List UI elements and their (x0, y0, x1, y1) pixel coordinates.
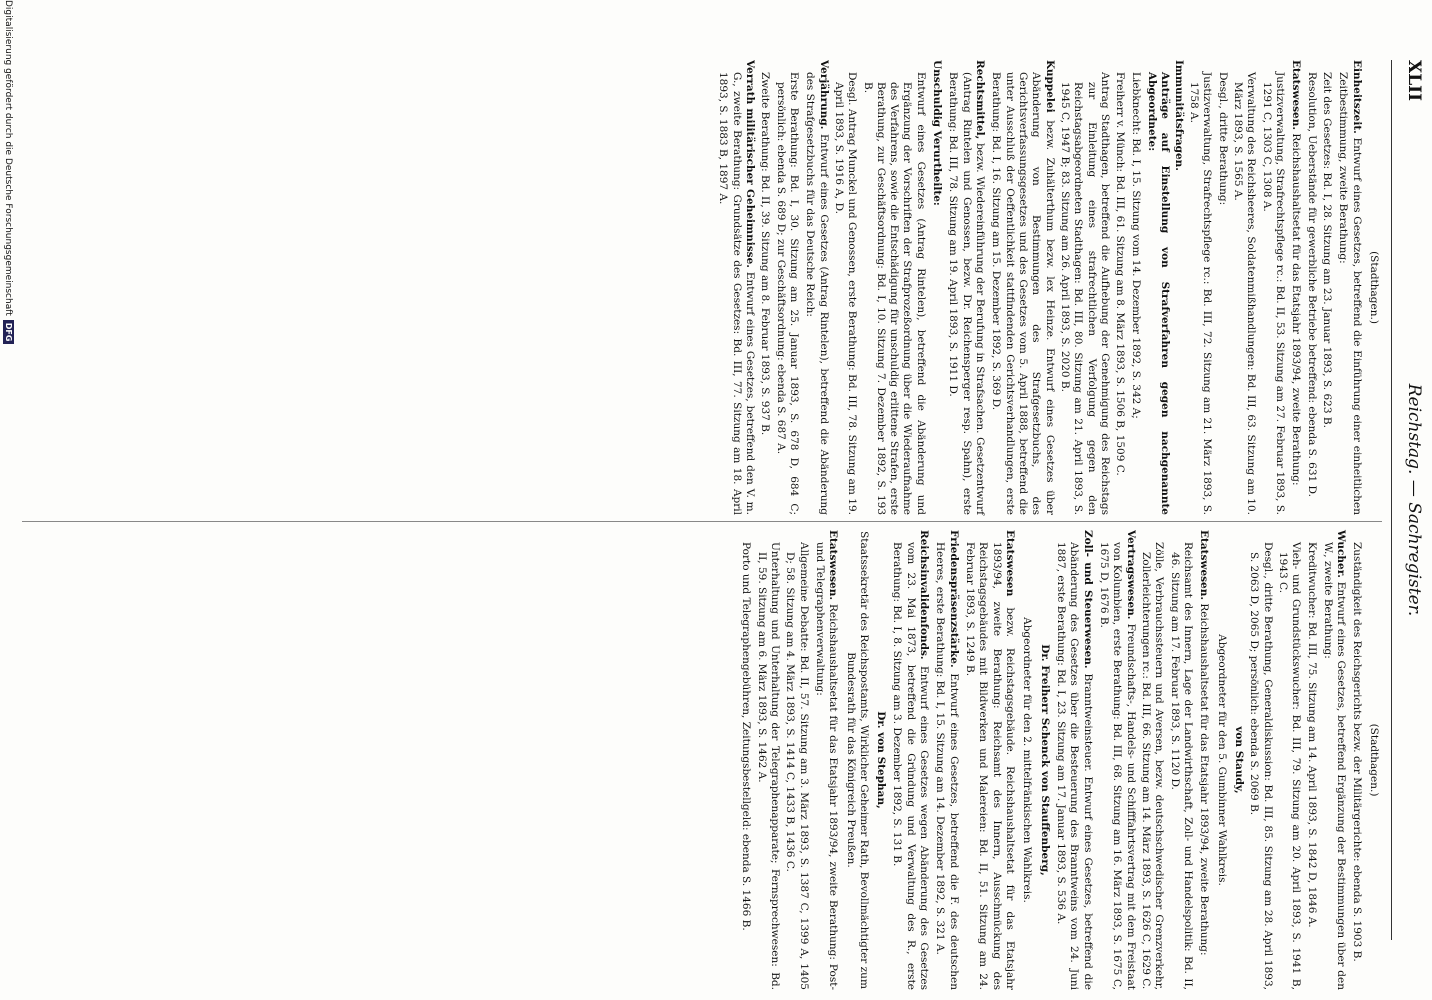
entry-text: Entwurf eines Gesetzes, betreffend die F. des deutschen Heeres, erste Berathung: Bd. I, 15. Sitzung am 14. Dezember 1892, S. 321 A. (934, 542, 960, 991)
header-rule (1391, 60, 1392, 940)
sub-entry: Verwaltung des Reichsheeres, Soldatenmißhandlungen: Bd. III, 63. Sitzung am 10. März 1893, S. 1565 A. (1232, 72, 1258, 515)
index-entry (946, 60, 986, 515)
entry-text: Reichshaushaltsetat für das Etatsjahr 1893/94, zweite Berathung: (1290, 133, 1303, 486)
sub-entry: Desgl., dritte Berathung: (1216, 72, 1229, 206)
entry-text: Freundschafts-, Handels- und Schifffahrtsvertrag mit dem Freistaat von Kolumbien, erste Berathung: Bd. III, 68. Sitzung am 16. März 1893, S. 1675 C, 1675 D, 1676 B. (1098, 542, 1137, 991)
index-entry (1097, 530, 1137, 990)
entry-text: bezw. Wiedereinführung der Berufung in Strafsachen. Gesetzentwurf (Antrag Rintelen und Genossen, bezw. Dr. Reichensperger resp. Spahn), erste Berathung: Bd. III, 78. Sitzung am 19. April 1893, S. 1911 D. (947, 72, 987, 515)
speaker-name: Dr. von Stephan, (875, 711, 888, 809)
sub-entry: Porto und Telegraphengebühren, Zeitungsbestellgeld: ebenda S. 1466 B. (740, 542, 753, 931)
sub-entry: Desgl., dritte Berathung, Generaldiskussion: Bd. III, 85. Sitzung am 28. April 1893, S. 2063 D, 2065 D; persönlich: ebenda S. 2069 B. (1248, 542, 1274, 990)
column-divider (22, 521, 1382, 522)
sub-entry: Zuständigkeit des Reichsgerichts bezw. der Militärgerichte: ebenda S. 1903 B. (1350, 542, 1363, 962)
sub-entry: Zweite Berathung: Bd. II, 39. Sitzung am 8. Februar 1893, S. 937 B. (759, 72, 772, 436)
index-entry (1321, 530, 1348, 990)
sub-entry: Justizverwaltung, Strafrechtspflege rc.: Bd. II, 53. Sitzung am 27. Februar 1893, S. 1291 C, 1303 C, 1308 A. (1260, 72, 1287, 515)
speaker-description: Abgeordneter für den 5. Gumbinner Wahlkreis. (1215, 634, 1228, 886)
sub-entry: Resolution, Ueberstände für gewerbliche Betriebe betreffend: ebenda S. 631 D. (1305, 72, 1318, 497)
digitization-footer (3, 0, 14, 344)
entry-keyword: Vertragswesen. (1124, 530, 1137, 620)
entry-text: Entwurf eines Gesetzes (Antrag Rintelen), betreffend die Abänderung des Strafgesetzbuchs für das Deutsche Reich: (804, 72, 830, 515)
speaker-description: Staatssekretär des Reichspostamts, Wirklicher Geheimer Rath, Bevollmächtigter zum Bundesrath für das Königreich Preußen. (844, 531, 870, 989)
index-entry (1054, 530, 1094, 990)
digitization-note: Digitalisierung gefördert durch die Deutsche Forschungsgemeinschaft (3, 0, 13, 316)
entry-text: Reichshaushaltsetat für das Etatsjahr 1893/94, zweite Berathung: (1198, 603, 1211, 956)
entry-keyword: Verjährung. (817, 60, 830, 130)
right-column (22, 530, 1382, 990)
index-entry (933, 530, 960, 990)
entry-keyword: Reichsinvalidenfonds. (918, 530, 931, 660)
sub-entry: Justizverwaltung, Strafrechtspflege rc.: Bd. III, 72. Sitzung am 21. März 1893, S. 1758 A. (1188, 72, 1214, 515)
index-entry (1289, 60, 1302, 515)
speaker-continued: (Stadthagen.) (1368, 251, 1380, 324)
left-column (22, 60, 1382, 515)
speaker-description: Abgeordneter für den 2. mittelfränkischen Wahlkreis. (1021, 617, 1034, 903)
speaker-name: Dr. Freiherr Schenck von Stauffenberg, (1038, 644, 1051, 876)
entry-keyword: Friedenspräsenzstärke. (947, 530, 960, 668)
entry-keyword: Etatswesen. (827, 530, 840, 601)
index-entry (890, 530, 930, 990)
index-entry (813, 530, 840, 990)
entry-keyword: Unschuldig Verurtheilte: (931, 60, 944, 206)
entry-keyword: Rechtsmittel, (974, 60, 987, 140)
entry-keyword: Einheitszeit. (1350, 60, 1363, 134)
index-entry (1336, 60, 1363, 515)
sub-entry: Zeit des Gesetzes: Bd. I, 28. Sitzung am 23. Januar 1893, S. 623 B. (1321, 72, 1334, 428)
index-entry (1197, 530, 1210, 990)
entry-keyword: Immunitätsfragen. (1172, 60, 1185, 171)
sub-entry: Entwurf eines Gesetzes (Antrag Rintelen), betreffend die Abänderung und Ergänzung der Vorschriften der Strafprozeßordnung über die Wiederaufnahme des Verfahrens, sowie die Entschädigung für unschuldig erlittene Strafen, erste Berathung, zur Geschäftsordnung: Bd. I, 10. Sitzung 7. Dezember 1892, S. 193 B. (861, 72, 927, 515)
sub-entry: Allgemeine Debatte: Bd. II, 57. Sitzung am 3. März 1893, S. 1387 C, 1399 A, 1405 D; 58. Sitzung am 4. März 1893, S. 1414 C, 1433 B, 1436 C. (784, 542, 810, 990)
sub-entry: Erste Berathung: Bd. I, 30. Sitzung am 25. Januar 1893, S. 678 D, 684 C; persönlich: ebenda S. 689 D; zur Geschäftsordnung: ebenda S. 687 A. (774, 72, 800, 515)
sub-entry: Zölle, Verbrauchssteuern und Aversen, bezw. deutschschwedischer Grenzverkehr, Zollerleichterungen rc.: Bd. III, 66. Sitzung am 14. März 1893, S. 1626 C, 1629 C. (1140, 542, 1166, 990)
entry-keyword: Etatswesen. (1198, 530, 1211, 601)
entry-text: bezw. Zuhälterthum bezw. lex Heinze. Entwurf eines Gesetzes über Abänderung von Bestimmungen des Strafgesetzbuchs, des Gerichtsverfassungsgesetzes und des Gesetzes vom 5. April 1888, betreffend die unter Ausschluß der Oeffentlichkeit stattfindenden Gerichtsverhandlungen, erste Berathung: Bd. I, 16. Sitzung am 15. Dezember 1892, S. 369 D. (990, 72, 1056, 515)
index-entry (963, 530, 1016, 990)
page-number: XLII (1404, 60, 1424, 102)
index-entry (716, 60, 756, 515)
sub-entry: Unterhaltung und Unterhaltung der Telegraphenapparate; Fernsprechwesen: Bd. II, 59. Sitzung am 6. März 1893, S. 1462 A. (755, 542, 781, 990)
speaker-name: von Staudy, (1233, 726, 1246, 794)
dfg-logo-icon: DFG (3, 320, 14, 345)
index-entry (989, 60, 1056, 515)
sub-entry: Kreditwucher: Bd. III, 75. Sitzung am 14. April 1893, S. 1842 D, 1846 A. (1305, 542, 1318, 928)
entry-keyword: Zoll- und Steuerwesen. (1081, 530, 1094, 669)
sub-entry: Vieh- und Grundstückswucher: Bd. III, 79. Sitzung am 20. April 1893, S. 1941 B, 1943 C. (1277, 542, 1303, 990)
entry-text: Anträge auf Einstellung von Strafverfahren gegen nachgenannte Abgeordnete: (1146, 72, 1172, 515)
sub-entry: Liebknecht: Bd. I, 15. Sitzung vom 14. Dezember 1892, S. 342 A; (1129, 72, 1142, 419)
entry-keyword: Kuppelei (1043, 60, 1056, 113)
entry-text: Entwurf eines Gesetzes, betreffend Ergänzung der Bestimmungen über den W., zweite Berathung: (1322, 542, 1348, 990)
index-entry (803, 60, 830, 515)
entry-text: Entwurf eines Gesetzes, betreffend die Einführung einer einheitlichen Zeitbestimmung, zweite Berathung: (1337, 72, 1363, 515)
sub-entry: Freiherr v. Münch: Bd. III, 61. Sitzung am 8. März 1893, S. 1506 B, 1509 C. (1114, 72, 1127, 476)
entry-text: Reichshaushaltsetat für das Etatsjahr 1893/94, zweite Berathung: Post- und Telegraphenverwaltung: (813, 542, 840, 990)
entry-keyword: Etatswesen (1004, 530, 1017, 597)
sub-entry: Desgl. Antrag Munckel und Genossen, erste Berathung: Bd. III, 78. Sitzung am 19. April 1893, S. 1916 A, D. (832, 72, 859, 515)
page-header (1396, 60, 1424, 940)
running-title: Reichstag. — Sachregister. (1404, 383, 1424, 617)
sub-entry: Antrag Stadthagen, betreffend die Aufhebung der Genehmigung des Reichstags zur Einleitung eines strafrechtlichen Verfolgung gegen den Reichstagsabgeordneten Stadthagen: Bd. III, 80. Sitzung am 21. April 1893, S. 1945 C, 1947 B; 83. Sitzung am 26. April 1893, S. 2020 B. (1059, 72, 1112, 515)
entry-keyword: Wucher. (1335, 530, 1348, 578)
entry-text: Entwurf eines Gesetzes wegen Abänderung des Gesetzes vom 23. Mai 1873, betreffend die Gründung und Verwaltung des R., erste Berathung: Bd. I, 8. Sitzung am 3. Dezember 1892, S. 131 B. (891, 542, 931, 990)
entry-text: Branntweinsteuer. Entwurf eines Gesetzes, betreffend die Abänderung des Gesetzes über die Besteuerung des Branntweins vom 24. Juni 1887, erste Berathung: Bd. I, 23. Sitzung am 17. Januar 1893, S. 536 A. (1055, 542, 1094, 990)
entry-keyword: Etatswesen. (1290, 60, 1303, 131)
speaker-continued: (Stadthagen.) (1368, 723, 1380, 797)
entry-text: Entwurf eines Gesetzes, betreffend den V. m. G., zweite Berathung: Grundsätze des Gesetzes: Bd. III, 77. Sitzung am 18. April 1893, S. 1883 B, 1897 A. (717, 72, 756, 515)
index-entry (1145, 60, 1185, 515)
index-entry (930, 60, 943, 515)
entry-keyword: Verrath militärischer Geheimnisse. (743, 60, 756, 268)
sub-entry: Reichsamt des Innern, Lage der Landwirthschaft, Zoll- und Handelspolitik: Bd. II, 46. Sitzung am 17. Februar 1893, S. 1120 D. (1168, 542, 1195, 990)
entry-text: bezw. Reichstagsgebäude. Reichshaushaltsetat für das Etatsjahr 1893/94, zweite Berathung: Reichsamt des Innern, Ausschmückung des Reichstagsgebäudes mit Bildwerken und Malereien: Bd. II, 51. Sitzung am 24. Februar 1893, S. 1249 B. (964, 542, 1017, 990)
